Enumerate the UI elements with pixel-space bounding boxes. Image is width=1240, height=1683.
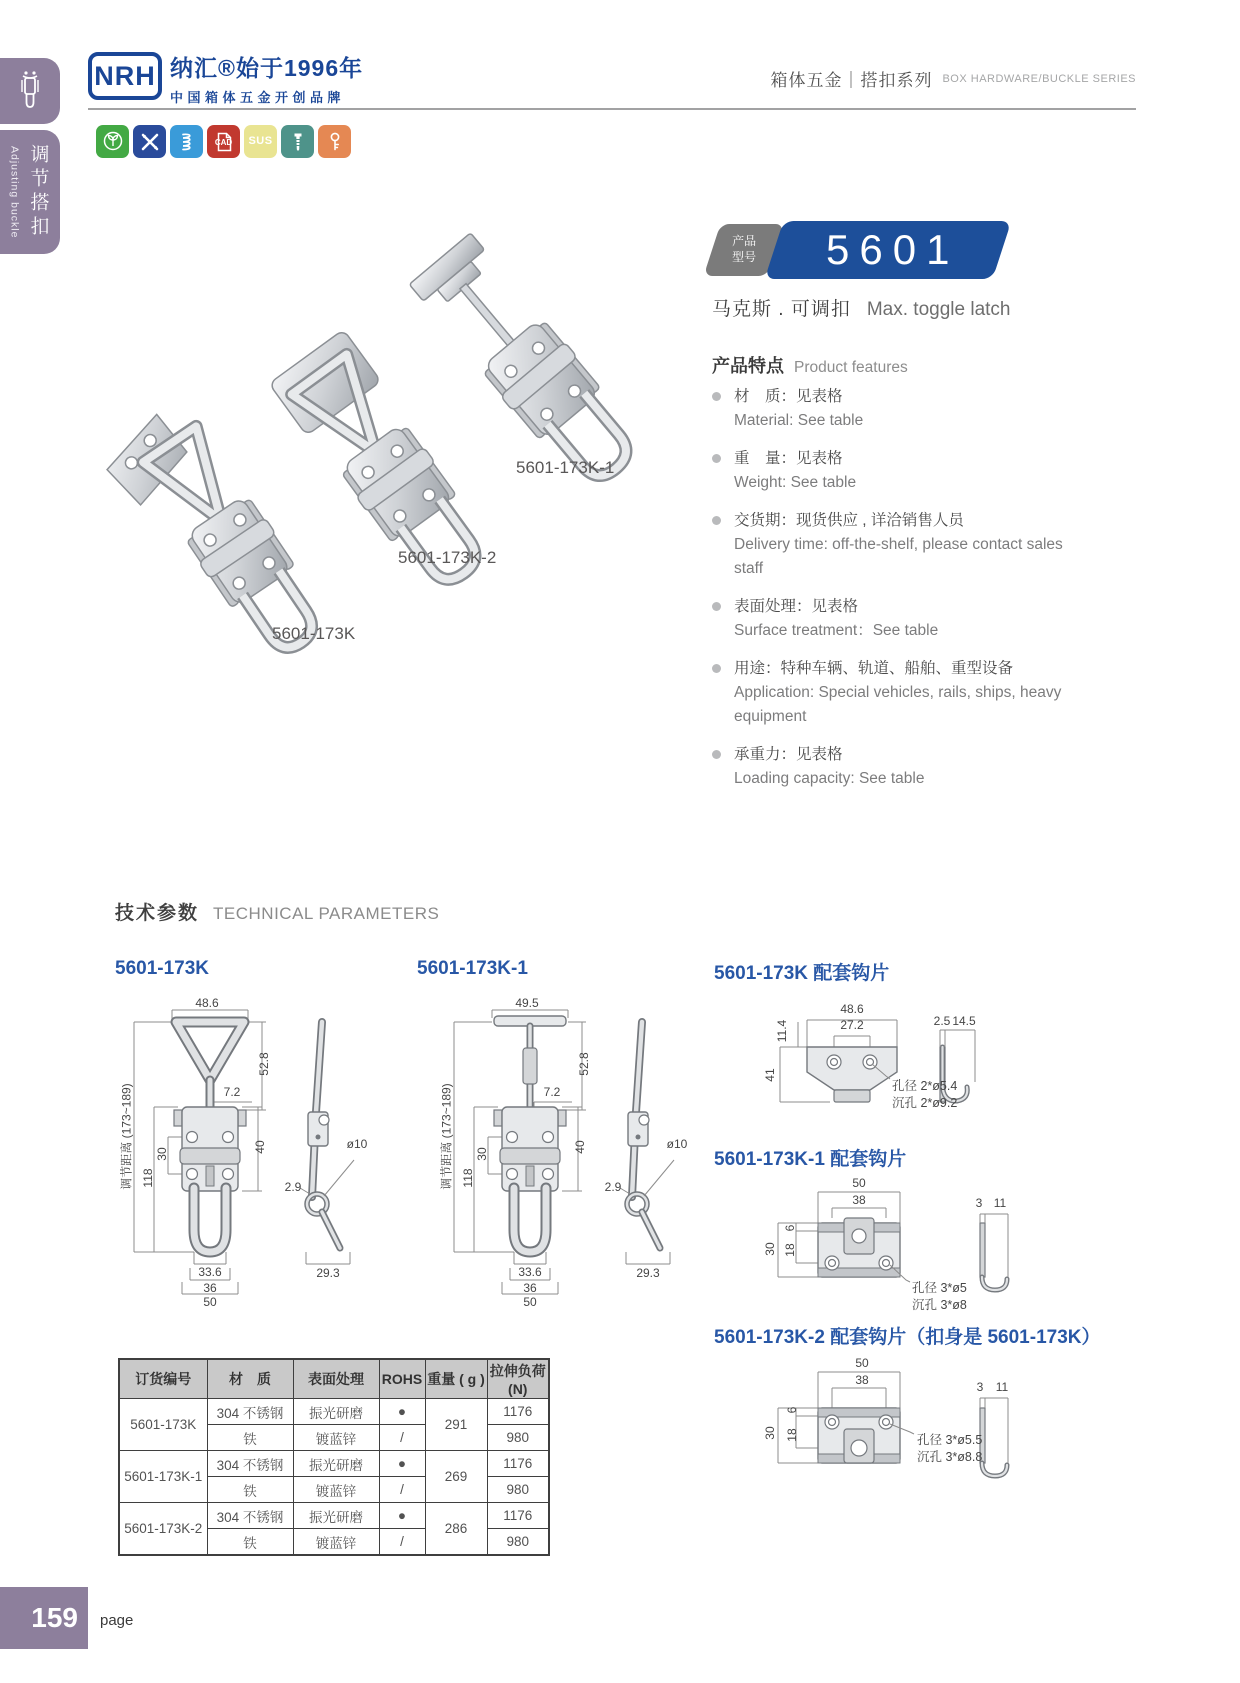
dim-hole-span: 30 <box>155 1147 169 1161</box>
photo-label-5601-173k-1: 5601-173K-1 <box>516 458 615 477</box>
dim-hook-a-top-height: 11.4 <box>775 1019 789 1043</box>
dim-side-width: 29.3 <box>316 1266 340 1280</box>
dim-adjust-range: 调节距离 (173~189) <box>119 1083 134 1190</box>
nrh-logo: NRH <box>88 52 162 100</box>
rohs-cell: / <box>379 1425 425 1451</box>
dim-hook-b-height: 30 <box>763 1242 777 1256</box>
table-row <box>119 1399 549 1425</box>
sidebar-category-en: Adjusting buckle <box>8 145 21 239</box>
product-name-cn: 马克斯 . 可调扣 <box>712 299 851 320</box>
drawing-5601-173k <box>110 952 440 1322</box>
model-number-badge <box>765 221 1012 279</box>
header-divider <box>88 108 1136 110</box>
drawing-title: 5601-173K-1 <box>417 958 528 979</box>
product-name-en: Max. toggle latch <box>866 299 1011 320</box>
dim-body-height: 118 <box>141 1168 155 1188</box>
dim-side-width: 29.3 <box>636 1266 660 1280</box>
dim-hook-b-edge2: 18 <box>783 1243 797 1257</box>
surface-cell: 振光研磨 <box>293 1503 379 1529</box>
material-cell: 铁 <box>207 1477 293 1503</box>
col-weight: 重量 ( g ) <box>425 1359 487 1399</box>
features-list <box>712 384 1072 804</box>
load-cell: 1176 <box>487 1503 549 1529</box>
dim-hook-c-side-thickness: 3 <box>976 1380 984 1394</box>
dim-side-hole: ø10 <box>346 1137 368 1151</box>
dim-hook-b-width: 50 <box>852 1176 866 1190</box>
model-number: 5601 <box>826 226 960 273</box>
hook-c-hole-note1: 孔径 3*ø5.5 <box>917 1433 983 1447</box>
dim-plate-width1: 36 <box>523 1281 537 1295</box>
dim-plate-height: 40 <box>573 1140 587 1154</box>
sidebar-category-cn: 调节搭扣 <box>27 144 49 240</box>
technical-parameters-title <box>115 898 439 925</box>
bullet-dot <box>712 454 721 463</box>
technical-title-cn: 技术参数 <box>115 903 200 924</box>
dim-body-height: 118 <box>461 1168 475 1188</box>
material-cell: 304 不锈钢 <box>207 1503 293 1529</box>
dim-hook-b-edge1: 6 <box>783 1224 797 1232</box>
hook-b-title: 5601-173K-1 配套钩片 <box>714 1149 907 1170</box>
dim-hook-c-edge2: 18 <box>785 1428 799 1442</box>
surface-cell: 镀蓝锌 <box>293 1477 379 1503</box>
col-order-number: 订货编号 <box>119 1359 207 1399</box>
dim-hole-span: 30 <box>475 1147 489 1161</box>
col-material: 材 质 <box>207 1359 293 1399</box>
hook-b-hole-note1: 孔径 3*ø5 <box>912 1281 967 1295</box>
dim-plate-height: 40 <box>253 1140 267 1154</box>
dim-height: 52.8 <box>577 1052 591 1076</box>
bullet-dot <box>712 750 721 759</box>
surface-cell: 振光研磨 <box>293 1451 379 1477</box>
rohs-plant-icon <box>96 125 129 158</box>
col-load: 拉伸负荷 (N) <box>487 1359 549 1399</box>
sus-icon <box>244 125 277 158</box>
dim-hook-b-side-thickness: 3 <box>975 1196 983 1210</box>
page-label: page <box>100 1612 134 1629</box>
dim-plate-width2: 50 <box>203 1295 217 1309</box>
hook-a-hole-note2: 沉孔 2*ø9.2 <box>892 1096 958 1110</box>
table-row <box>119 1451 549 1477</box>
dim-side-thickness: 2.9 <box>604 1180 622 1194</box>
drawing-title: 5601-173K <box>115 958 210 979</box>
technical-title-en: TECHNICAL PARAMETERS <box>213 904 440 923</box>
load-cell: 980 <box>487 1529 549 1556</box>
design-tools-icon <box>133 125 166 158</box>
feature-weight: 重 量：见表格 Weight: See table <box>712 446 1072 495</box>
load-cell: 980 <box>487 1477 549 1503</box>
weight-cell: 291 <box>425 1399 487 1451</box>
dim-height: 52.8 <box>257 1052 271 1076</box>
bullet-dot <box>712 392 721 401</box>
col-rohs: ROHS <box>379 1359 425 1399</box>
hook-c-title: 5601-173K-2 配套钩片（扣身是 5601-173K） <box>714 1327 1101 1348</box>
product-name <box>712 294 1010 321</box>
dim-hook-a-height: 41 <box>763 1068 777 1082</box>
sidebar-category-block <box>0 130 60 254</box>
page-number-badge: 159 <box>0 1587 88 1649</box>
brand-line2: 中国箱体五金开创品牌 <box>170 90 346 105</box>
photo-label-5601-173k: 5601-173K <box>272 624 356 643</box>
features-title <box>712 352 908 378</box>
rohs-cell: / <box>379 1477 425 1503</box>
dim-bail-width: 33.6 <box>198 1265 222 1279</box>
brand-block <box>170 50 363 106</box>
bullet-dot <box>712 602 721 611</box>
dim-plate-width2: 50 <box>523 1295 537 1309</box>
spring-icon <box>170 125 203 158</box>
spec-table <box>118 1358 550 1556</box>
model-cell: 5601-173K-1 <box>119 1451 207 1503</box>
load-cell: 1176 <box>487 1451 549 1477</box>
material-cell: 304 不锈钢 <box>207 1399 293 1425</box>
model-cell: 5601-173K <box>119 1399 207 1451</box>
photo-label-5601-173k-2: 5601-173K-2 <box>398 548 497 567</box>
dim-plate-width1: 36 <box>203 1281 217 1295</box>
dim-hook-c-width: 50 <box>855 1356 869 1370</box>
features-title-cn: 产品特点 <box>712 356 784 376</box>
hook-plate-drawings <box>712 952 1142 1512</box>
model-cell: 5601-173K-2 <box>119 1503 207 1556</box>
series-header <box>770 66 1136 91</box>
load-cell: 980 <box>487 1425 549 1451</box>
dim-hook-a-side-width: 14.5 <box>952 1014 976 1028</box>
dim-hook-b-inner-width: 38 <box>852 1193 866 1207</box>
feature-surface: 表面处理：见表格 Surface treatment：See table <box>712 594 1072 643</box>
hook-a-hole-note1: 孔径 2*ø5.4 <box>892 1079 958 1093</box>
rohs-cell: ● <box>379 1503 425 1529</box>
cad-icon-label: CAD <box>214 138 233 147</box>
rohs-cell: ● <box>379 1399 425 1425</box>
col-surface: 表面处理 <box>293 1359 379 1399</box>
weight-cell: 269 <box>425 1451 487 1503</box>
dim-side-hole: ø10 <box>666 1137 688 1151</box>
cad-file-icon <box>207 125 240 158</box>
feature-material: 材 质：见表格 Material: See table <box>712 384 1072 433</box>
sus-icon-label: SUS <box>248 135 273 147</box>
series-title-cn: 箱体五金｜搭扣系列 <box>770 71 933 90</box>
series-title-en: BOX HARDWARE/BUCKLE SERIES <box>942 72 1136 85</box>
dim-hook-a-width: 48.6 <box>840 1002 864 1016</box>
key-icon <box>318 125 351 158</box>
bullet-dot <box>712 664 721 673</box>
feature-delivery: 交货期：现货供应 , 详洽销售人员 Delivery time: off-the-shelf, please contact sales staff <box>712 508 1072 581</box>
feature-loading: 承重力：见表格 Loading capacity: See table <box>712 742 1072 791</box>
weight-cell: 286 <box>425 1503 487 1556</box>
cert-icon-row <box>96 125 351 158</box>
dim-hook-c-height: 30 <box>763 1426 777 1440</box>
dim-hook-c-edge1: 6 <box>785 1406 799 1414</box>
material-cell: 铁 <box>207 1425 293 1451</box>
dim-hook-a-inner-width: 27.2 <box>840 1018 864 1032</box>
dim-stem: 7.2 <box>543 1085 561 1099</box>
dim-hook-b-side-width: 11 <box>993 1196 1007 1210</box>
table-header-row <box>119 1359 549 1399</box>
model-type-label: 产品 型号 <box>731 234 756 264</box>
hook-c-hole-note2: 沉孔 3*ø8.8 <box>917 1450 983 1464</box>
dim-stem: 7.2 <box>223 1085 241 1099</box>
screw-icon <box>281 125 314 158</box>
dim-hook-a-side-thickness: 2.5 <box>933 1014 951 1028</box>
dim-bail-width: 33.6 <box>518 1265 542 1279</box>
sidebar-product-icon-block <box>0 58 60 124</box>
surface-cell: 镀蓝锌 <box>293 1529 379 1556</box>
rohs-cell: ● <box>379 1451 425 1477</box>
surface-cell: 振光研磨 <box>293 1399 379 1425</box>
dim-side-thickness: 2.9 <box>284 1180 302 1194</box>
dim-top-width: 49.5 <box>515 996 539 1010</box>
hook-b-hole-note2: 沉孔 3*ø8 <box>912 1298 967 1312</box>
brand-line1: 纳汇®始于1996年 <box>170 55 364 81</box>
hook-a-title: 5601-173K 配套钩片 <box>714 963 890 984</box>
material-cell: 304 不锈钢 <box>207 1451 293 1477</box>
drawing-5601-173k-1 <box>412 952 742 1322</box>
load-cell: 1176 <box>487 1399 549 1425</box>
material-cell: 铁 <box>207 1529 293 1556</box>
dim-hook-c-inner-width: 38 <box>855 1373 869 1387</box>
feature-application: 用途：特种车辆、轨道、船舶、重型设备 Application: Special vehicles, rails, ships, heavy equipment <box>712 656 1072 729</box>
features-title-en: Product features <box>794 359 908 376</box>
dim-hook-c-side-width: 11 <box>995 1380 1009 1394</box>
dim-top-width: 48.6 <box>195 996 219 1010</box>
latch-icon <box>17 68 43 114</box>
bullet-dot <box>712 516 721 525</box>
surface-cell: 镀蓝锌 <box>293 1425 379 1451</box>
dim-adjust-range: 调节距离 (173~189) <box>439 1083 454 1190</box>
rohs-cell: / <box>379 1529 425 1556</box>
table-row <box>119 1503 549 1529</box>
